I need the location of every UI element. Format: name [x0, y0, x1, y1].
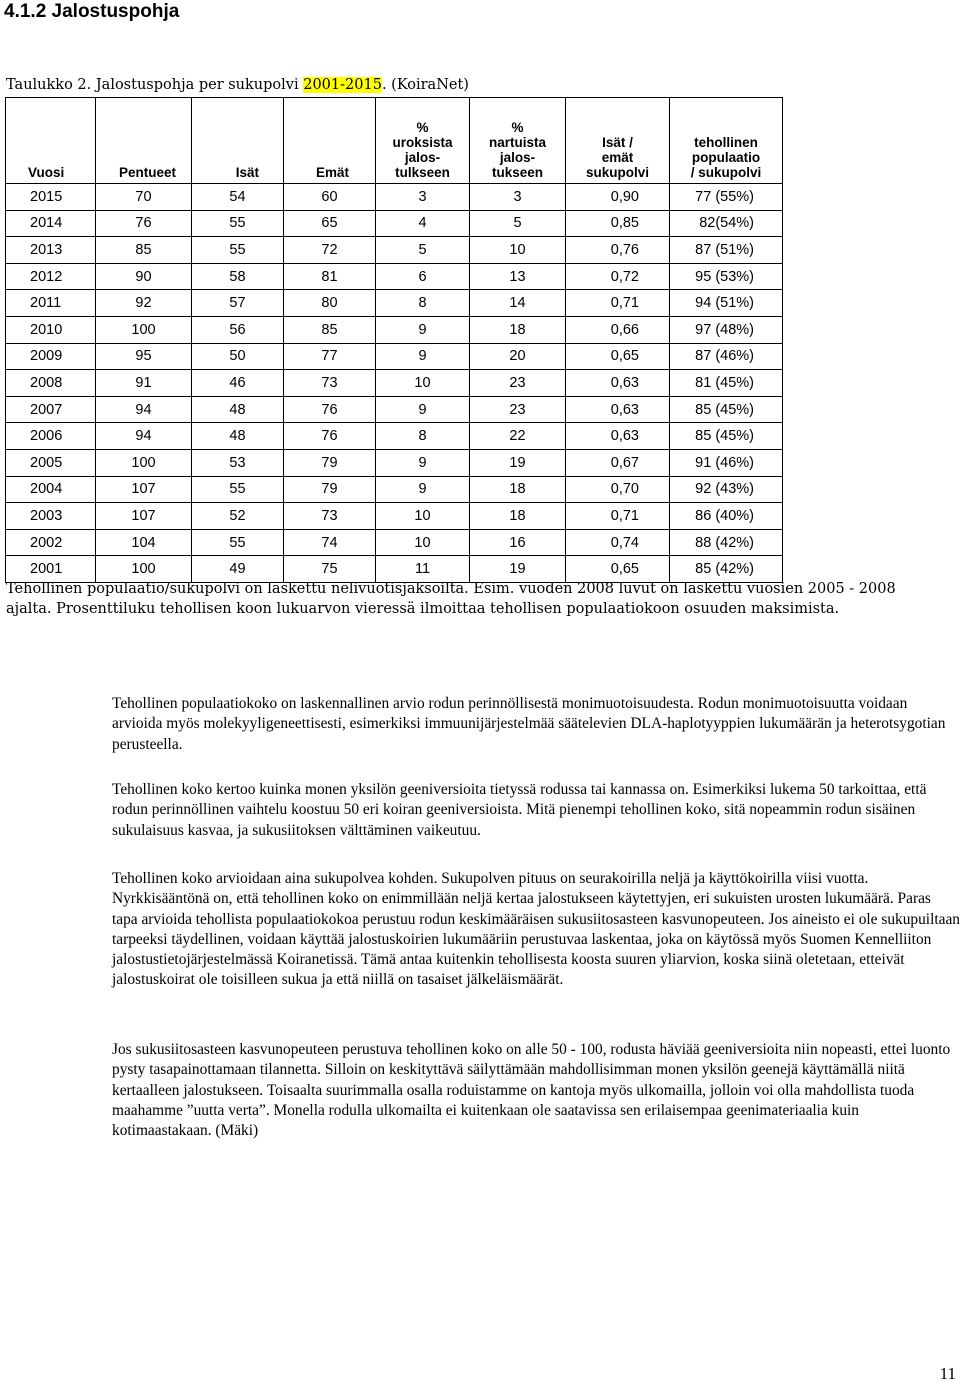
- table-row: [6, 396, 783, 423]
- cell-male-pct: 9: [376, 476, 470, 503]
- cell-male-pct: 8: [376, 423, 470, 450]
- cell-male-pct: 6: [376, 263, 470, 290]
- cell-year: 2003: [6, 503, 96, 530]
- caption-suffix: . (KoiraNet): [381, 77, 469, 93]
- table-header-row: [6, 98, 783, 184]
- cell-effective: 87 (46%): [670, 343, 783, 370]
- table-body: [6, 184, 783, 583]
- cell-dams: 79: [284, 476, 376, 503]
- cell-litters: 76: [96, 210, 192, 237]
- cell-female-pct: 10: [470, 237, 566, 264]
- cell-litters: 107: [96, 476, 192, 503]
- cell-effective: 81 (45%): [670, 370, 783, 397]
- header-effective-population: [670, 98, 783, 184]
- cell-ratio: 0,71: [566, 503, 670, 530]
- paragraph-low-effective-size: Jos sukusiitosasteen kasvunopeuteen perustuva tehollinen koko on alle 50 - 100, rodusta häviää geeniversioita niin nopeasti, ettei luonto pysty tasapainottamaan tilannetta. Silloin on keskityttävä säilyttämään mahdollisimman monen yksilön geenejä käyttämällä niitä kertaalleen jalostukseen. Toisaalta suurimmalla osalla roduistamme on kantoja myös ulkomailla, jolloin voi olla mahdollista tuoda maahamme ”uutta verta”. Monella rodulla ulkomailta ei kuitenkaan ole saatavissa sen erilaisempaa geenimateriaalia kuin kotimaastakaan. (Mäki): [112, 1041, 951, 1140]
- cell-effective: 92 (43%): [670, 476, 783, 503]
- cell-sires: 55: [192, 529, 284, 556]
- cell-year: 2011: [6, 290, 96, 317]
- header-line: tehollinen: [694, 135, 758, 150]
- page-number: 11: [939, 1364, 956, 1383]
- cell-sires: 55: [192, 210, 284, 237]
- cell-male-pct: 4: [376, 210, 470, 237]
- cell-dams: 72: [284, 237, 376, 264]
- header-sires: Isät: [192, 98, 284, 184]
- table-row: [6, 529, 783, 556]
- cell-year: 2009: [6, 343, 96, 370]
- cell-male-pct: 9: [376, 316, 470, 343]
- cell-ratio: 0,74: [566, 529, 670, 556]
- header-line: jalos-: [404, 150, 441, 165]
- caption-year-range-highlight: 2001-2015: [303, 77, 382, 93]
- cell-sires: 48: [192, 423, 284, 450]
- cell-ratio: 0,71: [566, 290, 670, 317]
- header-line: populaatio: [691, 150, 761, 165]
- cell-effective: 77 (55%): [670, 184, 783, 211]
- paragraph-generation-estimation: Tehollinen koko arvioidaan aina sukupolvea kohden. Sukupolven pituus on seurakoirilla neljä ja käyttökoirilla viisi vuotta. Nyrkkisääntönä on, että tehollinen koko on enimmillään neljä kertaa jalostukseen käytettyjen, eri sukuisten urosten lukumäärä. Paras tapa arvioida tehollista populaatiokokoa perustuu rodun keskimääräisen sukusiitosasteen kasvunopeuteen. Jos aineisto ei ole sukupuiltaan tarpeeksi täydellinen, voidaan käyttää jalostuskoirien lukumääriin perustuvaa laskentaa, joka on käytössä myös Suomen Kennelliiton jalostustietojärjestelmässä Koiranetissä. Tämä antaa kuitenkin tehollisesta koosta suuren yliarvion, koska siinä oletetaan, etteivät jalostuskoirat ole toisilleen sukua ja että niillä on tasaiset jälkeläismäärät.: [112, 870, 960, 989]
- cell-litters: 100: [96, 556, 192, 583]
- cell-female-pct: 23: [470, 370, 566, 397]
- table-footnote: Tehollinen populaatio/sukupolvi on laskettu nelivuotisjaksoilta. Esim. vuoden 2008 luvut on laskettu vuosien 2005 - 2008 ajalta. Prosenttiluku tehollisen koon lukuarvon vieressä ilmoittaa tehollisen populaatiokoon osuuden maksimista.: [6, 581, 896, 617]
- cell-female-pct: 18: [470, 476, 566, 503]
- cell-male-pct: 9: [376, 343, 470, 370]
- table-row: [6, 316, 783, 343]
- cell-sires: 57: [192, 290, 284, 317]
- cell-female-pct: 23: [470, 396, 566, 423]
- header-line: / sukupolvi: [690, 165, 762, 180]
- header-line: emät: [601, 150, 634, 165]
- cell-effective: 85 (45%): [670, 396, 783, 423]
- cell-male-pct: 11: [376, 556, 470, 583]
- cell-female-pct: 19: [470, 556, 566, 583]
- cell-litters: 90: [96, 263, 192, 290]
- cell-dams: 80: [284, 290, 376, 317]
- header-line: %: [416, 120, 429, 135]
- cell-dams: 73: [284, 370, 376, 397]
- cell-female-pct: 18: [470, 503, 566, 530]
- header-line: sukupolvi: [585, 165, 649, 180]
- cell-dams: 73: [284, 503, 376, 530]
- cell-litters: 85: [96, 237, 192, 264]
- cell-male-pct: 3: [376, 184, 470, 211]
- cell-ratio: 0,76: [566, 237, 670, 264]
- cell-ratio: 0,90: [566, 184, 670, 211]
- header-dams: Emät: [284, 98, 376, 184]
- cell-sires: 50: [192, 343, 284, 370]
- cell-ratio: 0,63: [566, 370, 670, 397]
- cell-litters: 95: [96, 343, 192, 370]
- table-row: [6, 263, 783, 290]
- table-row: [6, 343, 783, 370]
- header-line: tulkseen: [395, 165, 450, 180]
- cell-ratio: 0,63: [566, 396, 670, 423]
- cell-year: 2010: [6, 316, 96, 343]
- table-row: [6, 237, 783, 264]
- cell-litters: 100: [96, 449, 192, 476]
- cell-litters: 94: [96, 396, 192, 423]
- cell-female-pct: 18: [470, 316, 566, 343]
- cell-female-pct: 16: [470, 529, 566, 556]
- cell-year: 2001: [6, 556, 96, 583]
- cell-female-pct: 13: [470, 263, 566, 290]
- cell-male-pct: 10: [376, 529, 470, 556]
- header-line: nartuista: [488, 135, 546, 150]
- cell-year: 2002: [6, 529, 96, 556]
- cell-effective: 91 (46%): [670, 449, 783, 476]
- cell-sires: 48: [192, 396, 284, 423]
- cell-year: 2004: [6, 476, 96, 503]
- header-line: jalos-: [499, 150, 536, 165]
- cell-effective: 97 (48%): [670, 316, 783, 343]
- cell-male-pct: 10: [376, 370, 470, 397]
- breeding-base-table: [5, 97, 783, 583]
- cell-litters: 70: [96, 184, 192, 211]
- table-row: [6, 370, 783, 397]
- cell-female-pct: 22: [470, 423, 566, 450]
- cell-male-pct: 10: [376, 503, 470, 530]
- table-row: [6, 423, 783, 450]
- header-male-breeding-pct: [376, 98, 470, 184]
- cell-sires: 46: [192, 370, 284, 397]
- cell-ratio: 0,67: [566, 449, 670, 476]
- table-row: [6, 476, 783, 503]
- table-row: [6, 449, 783, 476]
- header-litters: Pentueet: [96, 98, 192, 184]
- header-sire-dam-ratio: [566, 98, 670, 184]
- cell-litters: 94: [96, 423, 192, 450]
- cell-effective: 86 (40%): [670, 503, 783, 530]
- cell-sires: 56: [192, 316, 284, 343]
- cell-litters: 91: [96, 370, 192, 397]
- cell-male-pct: 8: [376, 290, 470, 317]
- header-year: Vuosi: [6, 98, 96, 184]
- cell-dams: 60: [284, 184, 376, 211]
- cell-year: 2005: [6, 449, 96, 476]
- cell-female-pct: 19: [470, 449, 566, 476]
- cell-female-pct: 5: [470, 210, 566, 237]
- cell-effective: 85 (45%): [670, 423, 783, 450]
- cell-ratio: 0,66: [566, 316, 670, 343]
- cell-year: 2008: [6, 370, 96, 397]
- cell-dams: 85: [284, 316, 376, 343]
- cell-litters: 107: [96, 503, 192, 530]
- cell-dams: 74: [284, 529, 376, 556]
- cell-dams: 77: [284, 343, 376, 370]
- cell-dams: 76: [284, 396, 376, 423]
- cell-female-pct: 3: [470, 184, 566, 211]
- cell-sires: 53: [192, 449, 284, 476]
- cell-effective: 87 (51%): [670, 237, 783, 264]
- cell-dams: 75: [284, 556, 376, 583]
- cell-effective: 82(54%): [670, 210, 783, 237]
- cell-ratio: 0,63: [566, 423, 670, 450]
- cell-effective: 88 (42%): [670, 529, 783, 556]
- cell-ratio: 0,65: [566, 556, 670, 583]
- table-caption: [6, 75, 469, 95]
- cell-sires: 58: [192, 263, 284, 290]
- table-row: [6, 503, 783, 530]
- paragraph-effective-size-meaning: Tehollinen koko kertoo kuinka monen yksilön geeniversioita tietyssä rodussa tai kannassa on. Esimerkiksi lukema 50 tarkoittaa, että rodun perinnöllinen vaihtelu koostuu 50 eri koiran geeniversioista. Mitä pienempi tehollinen koko, sitä nopeammin rodun sisäinen sukulaisuus kasvaa, ja sukusiitoksen välttäminen vaikeutuu.: [112, 781, 927, 839]
- cell-sires: 52: [192, 503, 284, 530]
- cell-litters: 104: [96, 529, 192, 556]
- cell-effective: 85 (42%): [670, 556, 783, 583]
- cell-sires: 55: [192, 476, 284, 503]
- header-line: uroksista: [392, 135, 453, 150]
- cell-litters: 100: [96, 316, 192, 343]
- cell-dams: 79: [284, 449, 376, 476]
- cell-year: 2007: [6, 396, 96, 423]
- cell-male-pct: 9: [376, 449, 470, 476]
- section-heading: 4.1.2 Jalostuspohja: [4, 1, 180, 22]
- header-line: tukseen: [491, 165, 544, 180]
- cell-year: 2006: [6, 423, 96, 450]
- cell-ratio: 0,65: [566, 343, 670, 370]
- cell-year: 2015: [6, 184, 96, 211]
- cell-effective: 94 (51%): [670, 290, 783, 317]
- cell-dams: 65: [284, 210, 376, 237]
- cell-year: 2013: [6, 237, 96, 264]
- cell-female-pct: 14: [470, 290, 566, 317]
- cell-female-pct: 20: [470, 343, 566, 370]
- cell-litters: 92: [96, 290, 192, 317]
- cell-male-pct: 5: [376, 237, 470, 264]
- cell-sires: 54: [192, 184, 284, 211]
- cell-sires: 49: [192, 556, 284, 583]
- cell-dams: 76: [284, 423, 376, 450]
- paragraph-effective-population-definition: Tehollinen populaatiokoko on laskennallinen arvio rodun perinnöllisestä monimuotoisuudesta. Rodun monimuotoisuutta voidaan arvioida myös molekyyligeneettisesti, esimerkiksi immuunijärjestelmää säätelevien DLA-haplotyyppien lukumäärän ja heterotsygotian perusteella.: [112, 695, 946, 753]
- header-line: Isät /: [602, 135, 633, 150]
- cell-effective: 95 (53%): [670, 263, 783, 290]
- cell-dams: 81: [284, 263, 376, 290]
- caption-prefix: Taulukko 2. Jalostuspohja per sukupolvi: [6, 77, 304, 93]
- cell-male-pct: 9: [376, 396, 470, 423]
- header-line: %: [511, 120, 524, 135]
- header-female-breeding-pct: [470, 98, 566, 184]
- table-row: [6, 210, 783, 237]
- cell-year: 2012: [6, 263, 96, 290]
- cell-ratio: 0,70: [566, 476, 670, 503]
- cell-ratio: 0,72: [566, 263, 670, 290]
- cell-year: 2014: [6, 210, 96, 237]
- cell-ratio: 0,85: [566, 210, 670, 237]
- cell-sires: 55: [192, 237, 284, 264]
- table-row: [6, 290, 783, 317]
- table-row: [6, 184, 783, 211]
